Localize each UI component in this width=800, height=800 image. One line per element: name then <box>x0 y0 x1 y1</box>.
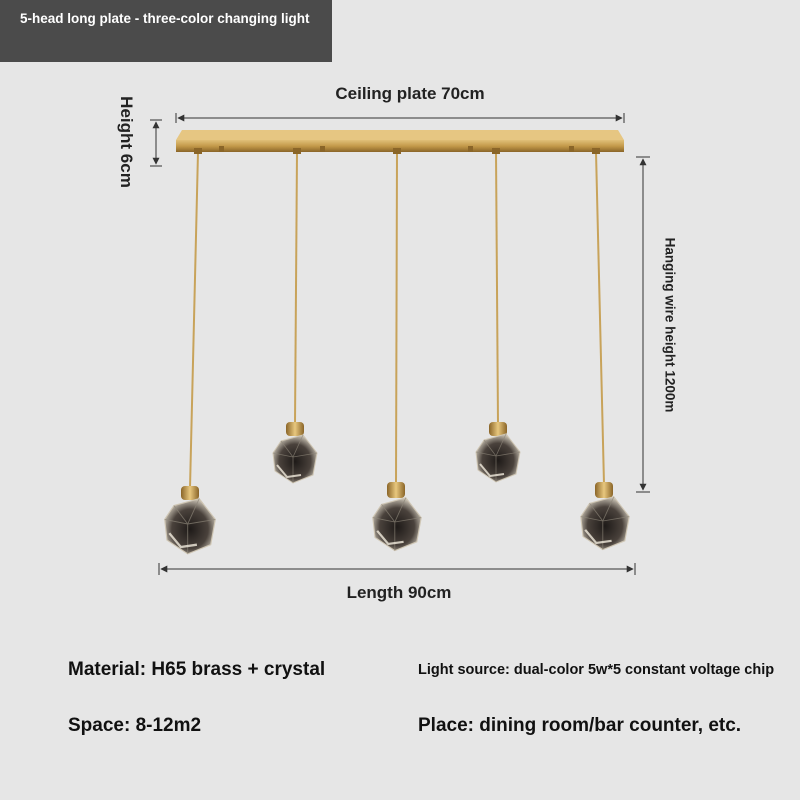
length-label: Length 90cm <box>346 583 452 602</box>
wire-height-label: Hanging wire height 1200m <box>662 237 678 413</box>
pendant-light-5 <box>581 148 629 550</box>
wire-height-dimension <box>636 157 650 492</box>
spec-material: Material: H65 brass + crystal <box>68 659 326 680</box>
spec-light-source: Light source: dual-color 5w*5 constant voltage chip <box>418 662 775 678</box>
banner-text: 5-head long plate - three-color changing light <box>20 11 310 26</box>
ceiling-width-dimension <box>176 113 624 123</box>
spec-place: Place: dining room/bar counter, etc. <box>418 715 742 736</box>
plate-height-dimension <box>150 120 162 166</box>
pendant-light-2 <box>273 148 317 483</box>
length-dimension <box>159 563 635 575</box>
pendant-light-4 <box>476 148 520 482</box>
spec-space: Space: 8-12m2 <box>68 715 202 736</box>
pendant-light-1 <box>165 148 216 554</box>
pendant-light-3 <box>373 148 421 551</box>
ceiling-plate-label: Ceiling plate 70cm <box>335 84 485 103</box>
height-label: Height 6cm <box>117 96 136 188</box>
